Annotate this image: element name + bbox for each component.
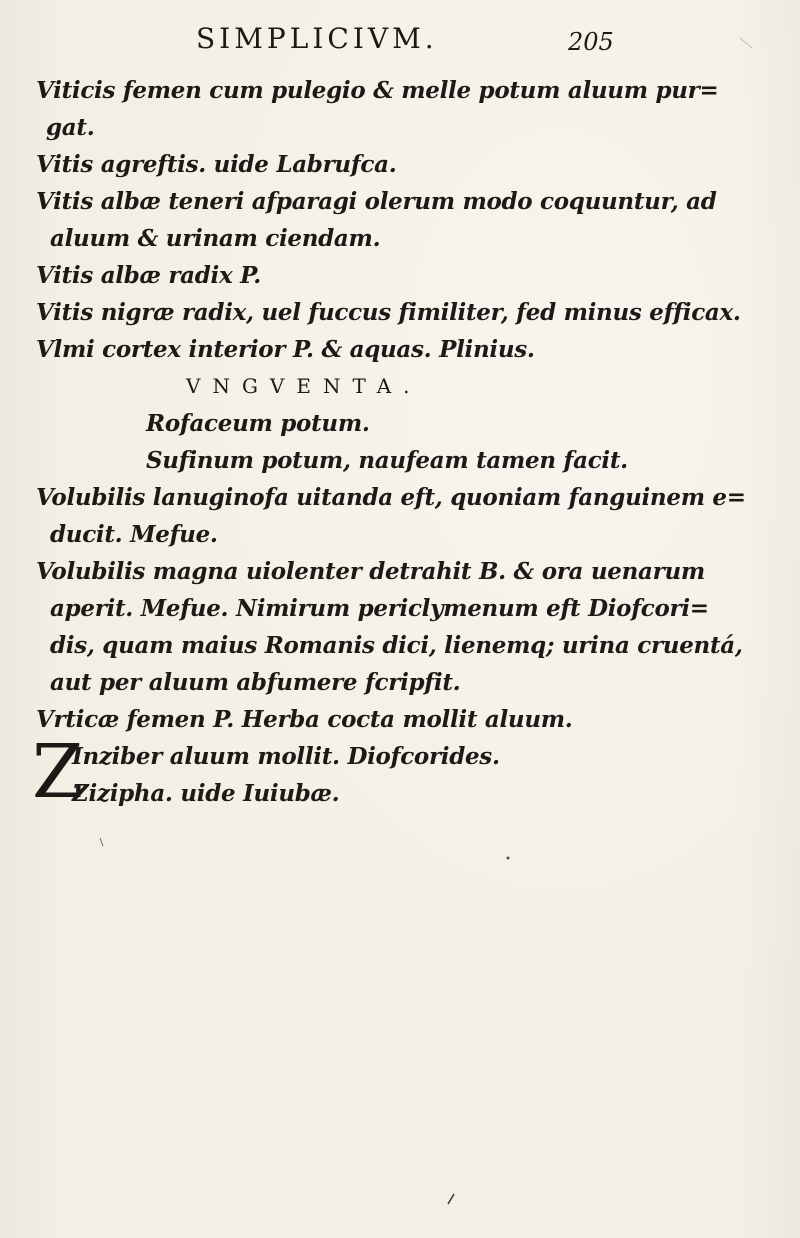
text-line: Vlmi cortex interior P. & aquas. Plinius. bbox=[36, 336, 535, 363]
text-line: Rofaceum potum. bbox=[146, 410, 370, 437]
text-line: Vrticæ femen P. Herba cocta mollit aluum. bbox=[36, 706, 573, 733]
text-line: Vitis albæ radix P. bbox=[36, 262, 262, 289]
text-line: Vitis agreftis. uide Labrufca. bbox=[36, 151, 397, 178]
text-line: aluum & urinam ciendam. bbox=[50, 225, 381, 252]
text-line: aperit. Mefue. Nimirum periclymenum eft Diofcori= bbox=[50, 595, 709, 622]
section-heading: VNGVENTA. bbox=[186, 374, 422, 398]
text-line: Volubilis lanuginofa uitanda eft, quoniam fanguinem e= bbox=[36, 484, 746, 511]
text-line: gat. bbox=[46, 114, 95, 141]
text-line: dis, quam maius Romanis dici, lienemq; urina cruentá, bbox=[50, 632, 743, 659]
text-line: Vitis albæ teneri afparagi olerum modo coquuntur, ad bbox=[36, 188, 717, 215]
text-line: Inziber aluum mollit. Diofcorides. bbox=[72, 743, 500, 770]
text-line: Vitis nigræ radix, uel fuccus fimiliter, fed minus efficax. bbox=[36, 299, 741, 326]
text-line: Sufinum potum, naufeam tamen facit. bbox=[146, 447, 628, 474]
drop-cap-initial: Z bbox=[32, 729, 84, 815]
running-head: SIMPLICIVM. bbox=[196, 22, 438, 55]
text-line: aut per aluum abfumere fcripfit. bbox=[50, 669, 461, 696]
text-line: Zizipha. uide Iuiubæ. bbox=[72, 780, 340, 807]
text-line: ducit. Mefue. bbox=[50, 521, 218, 548]
page-number: 205 bbox=[568, 28, 614, 56]
text-line: Volubilis magna uiolenter detrahit B. & ora uenarum bbox=[36, 558, 705, 585]
text-line: Viticis femen cum pulegio & melle potum aluum pur= bbox=[36, 77, 719, 104]
